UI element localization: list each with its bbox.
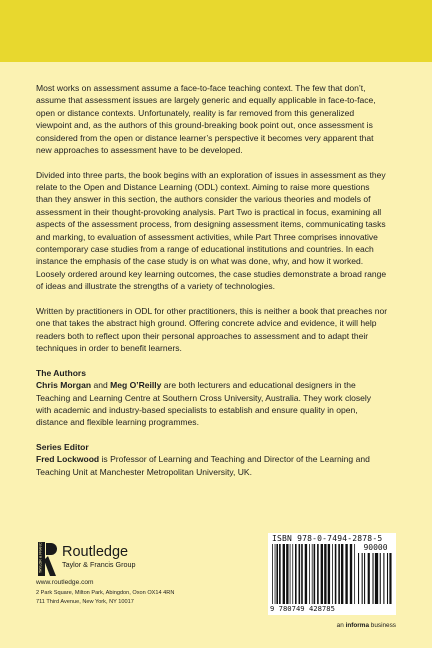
publisher-group: Taylor & Francis Group [62, 560, 136, 569]
authors-and: and [91, 380, 111, 391]
author-name-2: Meg O’Reilly [110, 380, 162, 391]
barcode-bar [354, 544, 355, 604]
isbn-label: ISBN 978-0-7494-2878-5 [272, 534, 383, 543]
blurb-paragraph-2: Divided into three parts, the book begins with an exploration of issues in assessment as they relate to the Open and Distance Learning (ODL) context. Aiming to raise more questions than they answer in this section, the authors consider the various theories and models of assessment in their thought-provoking analysis. Part Two is practical in focus, examining all aspects of the assessment process, from designing assessment items, communicating tasks and marking, to evaluation of assessment activities, while Part Three comprises innovative contemporary case studies from a range of educational institutions and countries. In each instance the emphasis of the case study is on what was done, why, and how it worked. Loosely ordered around key learning outcomes, the case studies demonstrate a broad range of ideas and illustrate the strengths of a variety of technologies. [36, 169, 387, 292]
authors-heading: The Authors [36, 367, 87, 378]
barcode-bar [312, 544, 313, 604]
barcode-bar [328, 544, 330, 604]
barcode-bar [292, 544, 293, 604]
publisher-block [36, 542, 266, 608]
barcode-bar [305, 544, 307, 604]
informa-suffix: business [369, 622, 396, 629]
barcode-bar [389, 553, 391, 604]
barcode-bar [375, 553, 378, 604]
logo-mark-text: TAYLOR & FRANCIS [38, 542, 43, 573]
routledge-logo-icon [36, 542, 58, 576]
barcode-bar [341, 544, 343, 604]
barcode-bar [368, 553, 370, 604]
informa-brand: informa [345, 622, 369, 629]
barcode-bar [372, 553, 373, 604]
publisher-url[interactable]: www.routledge.com [36, 579, 94, 586]
barcode-bar [317, 544, 319, 604]
informa-tagline [337, 622, 396, 629]
blurb-paragraph-3: Written by practitioners in ODL for other practitioners, this is neither a book that preaches nor one that takes the abstract high ground. Offering concrete advice and evidence, it will help readers both to reflect upon their personal approaches to assessment and to adapt their techniques in order to benefit learners. [36, 305, 388, 354]
barcode-bar [324, 544, 326, 604]
editor-name: Fred Lockwood [36, 454, 100, 465]
publisher-address-uk: 2 Park Square, Milton Park, Abingdon, Oxon OX14 4RN [36, 590, 175, 596]
barcode-bar [276, 544, 278, 604]
barcode-bar [350, 544, 352, 604]
barcode-addon-number: 90000 [363, 543, 388, 552]
publisher-name: Routledge [62, 544, 129, 560]
publisher-address-us: 711 Third Avenue, New York, NY 10017 [36, 599, 134, 606]
series-editor-paragraph [36, 453, 388, 478]
barcode-bar [286, 544, 288, 604]
barcode-bar [338, 544, 340, 604]
ean-barcode [272, 544, 356, 604]
barcode-bar [283, 544, 285, 604]
barcode-bar [279, 544, 281, 604]
barcode-bar [332, 544, 333, 604]
barcode-bar [301, 544, 303, 604]
series-editor-heading: Series Editor [36, 441, 89, 452]
barcode-bar [383, 553, 384, 604]
editor-bio: is Professor of Learning and Teaching and Director of the Learning and Teaching Unit at Manchester Metropolitan University, UK. [36, 454, 370, 477]
barcode-bar [362, 553, 363, 604]
barcode-bar [309, 544, 310, 604]
barcode-bar [364, 553, 365, 604]
informa-prefix: an [336, 622, 346, 629]
authors-bio: are both lecturers and educational designers in the Teaching and Learning Centre at Southern Cross University, Australia. They work closely with academic and industry-based specialists to establish and ensure quality in open, distance and flexible learning programmes. [36, 380, 372, 428]
barcode-bar [335, 544, 337, 604]
barcode-bar [380, 553, 381, 604]
barcode-bar [290, 544, 291, 604]
barcode-bar [321, 544, 323, 604]
top-color-band [0, 0, 432, 62]
barcode-panel [268, 533, 396, 615]
barcode-bar [295, 544, 297, 604]
back-cover-text [36, 82, 388, 490]
addon-barcode [358, 553, 393, 604]
barcode-bar [387, 553, 388, 604]
barcode-bar [275, 544, 276, 604]
author-name-1: Chris Morgan [36, 380, 92, 391]
authors-paragraph [36, 379, 388, 429]
blurb-paragraph-1: Most works on assessment assume a face-to-face teaching context. The few that don’t, assume that assessment issues are largely generic and equally applicable in face-to-face, open or distance contexts. Unfortunately, reality is far removed from this generalized viewpoint and, as the authors of this ground-breaking book point out, once assessment is considered from the open or distance learner’s perspective it becomes very apparent that new approaches to assessment have to be developed. [36, 83, 376, 156]
barcode-bar [345, 544, 347, 604]
barcode-bar [358, 553, 359, 604]
ean-digits: 9 780749 428785 [270, 604, 335, 613]
barcode-bar [272, 544, 273, 604]
barcode-bar [314, 544, 316, 604]
barcode-bar [299, 544, 301, 604]
